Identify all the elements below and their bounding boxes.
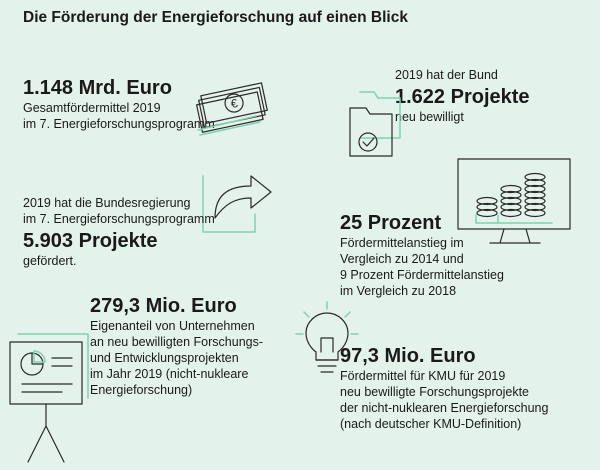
company-share-headline: 279,3 Mio. Euro (90, 295, 237, 317)
federal-projects-headline: 1.622 Projekte (395, 86, 530, 108)
company-share-text: Eigenanteil von Unternehmen an neu bewilligten Forschungs- und Entwicklungsprojekten im Jahr 2019 (nicht-nukleare Energieforschung) (90, 319, 264, 397)
company-share-block (90, 294, 263, 398)
total-funding-block (23, 76, 215, 132)
percent-increase-text: Fördermittelanstieg im Vergleich zu 2014 und 9 Prozent Fördermittelanstieg im Vergleich zu 2018 (340, 236, 504, 298)
kmu-funding-text: Fördermittel für KMU für 2019 neu bewilligte Forschungsprojekte der nicht-nuklearen Energieforschung (nach deutscher KMU-Definition) (340, 369, 549, 431)
money-stack-icon (190, 78, 270, 138)
federal-projects-text: neu bewilligt (395, 110, 464, 124)
federal-projects-pre: 2019 hat der Bund (395, 68, 498, 82)
folder-check-icon (346, 88, 404, 160)
total-funding-headline: 1.148 Mrd. Euro (23, 77, 172, 99)
presentation-board-icon (2, 326, 94, 466)
svg-text:€: € (229, 95, 239, 112)
federal-projects-block (395, 67, 530, 125)
kmu-funding-headline: 97,3 Mio. Euro (340, 345, 476, 367)
gov-projects-headline: 5.903 Projekte (23, 230, 158, 252)
percent-increase-block (340, 211, 504, 299)
gov-projects-text: gefördert. (23, 254, 77, 268)
kmu-funding-block (340, 344, 548, 432)
gov-projects-pre: 2019 hat die Bundesregierung im 7. Energieforschungsprogramm (23, 196, 215, 226)
total-funding-text: Gesamtfördermittel 2019 im 7. Energieforschungsprogramm (23, 101, 215, 131)
percent-increase-headline: 25 Prozent (340, 212, 442, 234)
page-title: Die Förderung der Energieforschung auf einen Blick (23, 9, 408, 26)
gov-projects-block (23, 195, 215, 269)
